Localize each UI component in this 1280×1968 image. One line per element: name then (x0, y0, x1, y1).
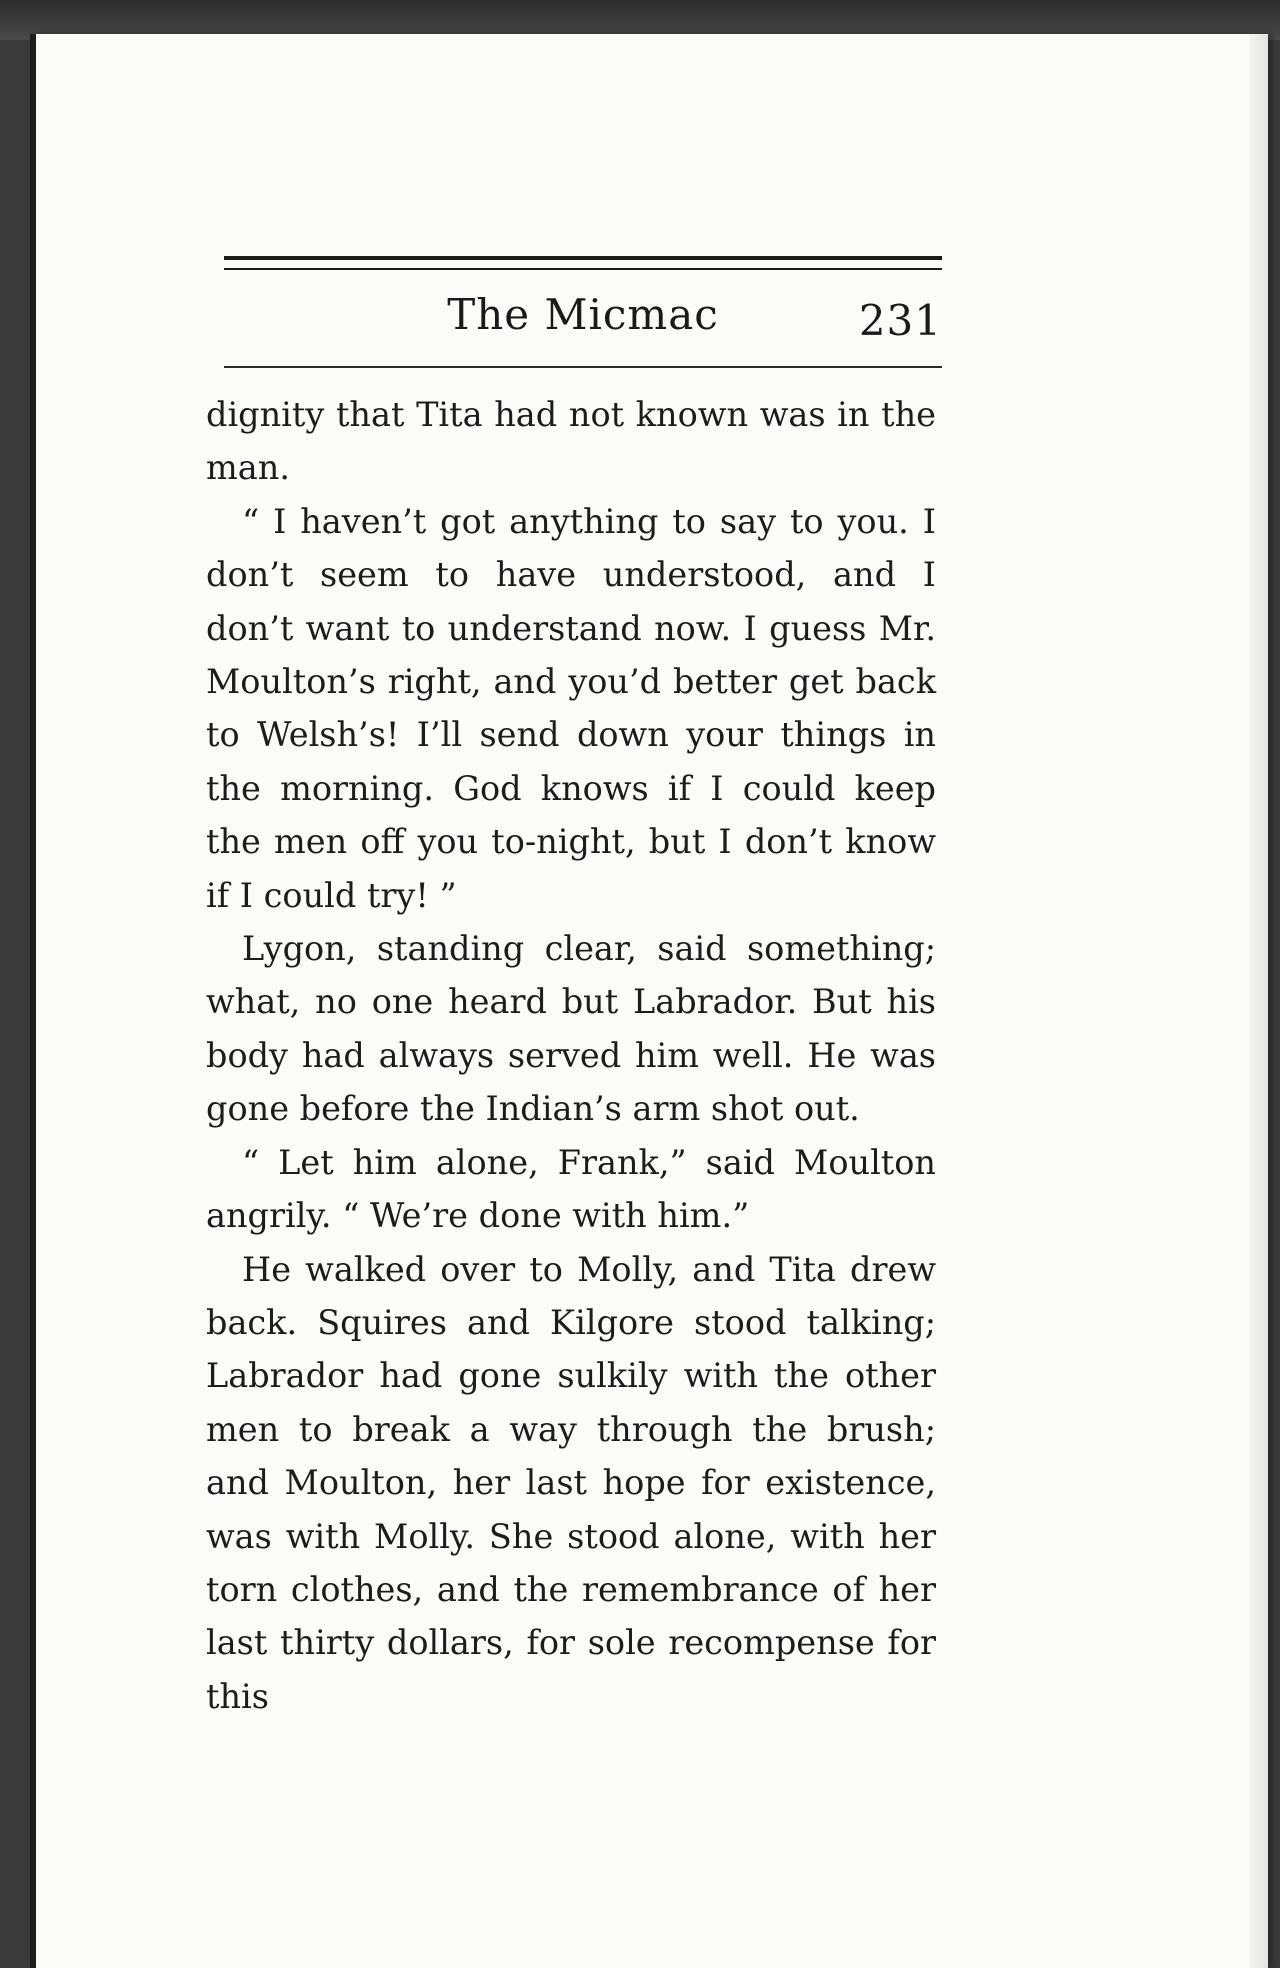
paragraph: “ I haven’t got anything to say to you. I don’t seem to have understood, and I don’t want to understand now. I guess Mr. Moulton’s right, and you’d better get back to Welsh’s! I’ll send down your things in the morning. God knows if I could keep the men off you to-night, but I don’t know if I could try! ” (206, 501, 936, 915)
paragraph: dignity that Tita had not known was in the man. (206, 395, 936, 488)
paragraph: Lygon, standing clear, said something; what, no one heard but Labrador. But his body had always served him well. He was gone before the Indian’s arm shot out. (206, 929, 936, 1129)
header-rule-thick (224, 256, 942, 264)
page-edge (1250, 34, 1268, 1968)
paragraph: “ Let him alone, Frank,” said Moulton angrily. “ We’re done with him.” (206, 1142, 936, 1236)
running-title: The Micmac (447, 290, 719, 339)
header-rule-bottom (224, 366, 942, 368)
body-text (206, 388, 936, 1723)
page-number: 231 (858, 296, 942, 345)
header-rule-thin (224, 268, 942, 270)
paragraph: He walked over to Molly, and Tita drew back. Squires and Kilgore stood talking; Labrador had gone sulkily with the other men to break a way through the brush; and Moulton, her last hope for existence, was with Molly. She stood alone, with her torn clothes, and the remembrance of her last thirty dollars, for sole recompense for this (206, 1249, 936, 1716)
running-head (224, 290, 942, 350)
